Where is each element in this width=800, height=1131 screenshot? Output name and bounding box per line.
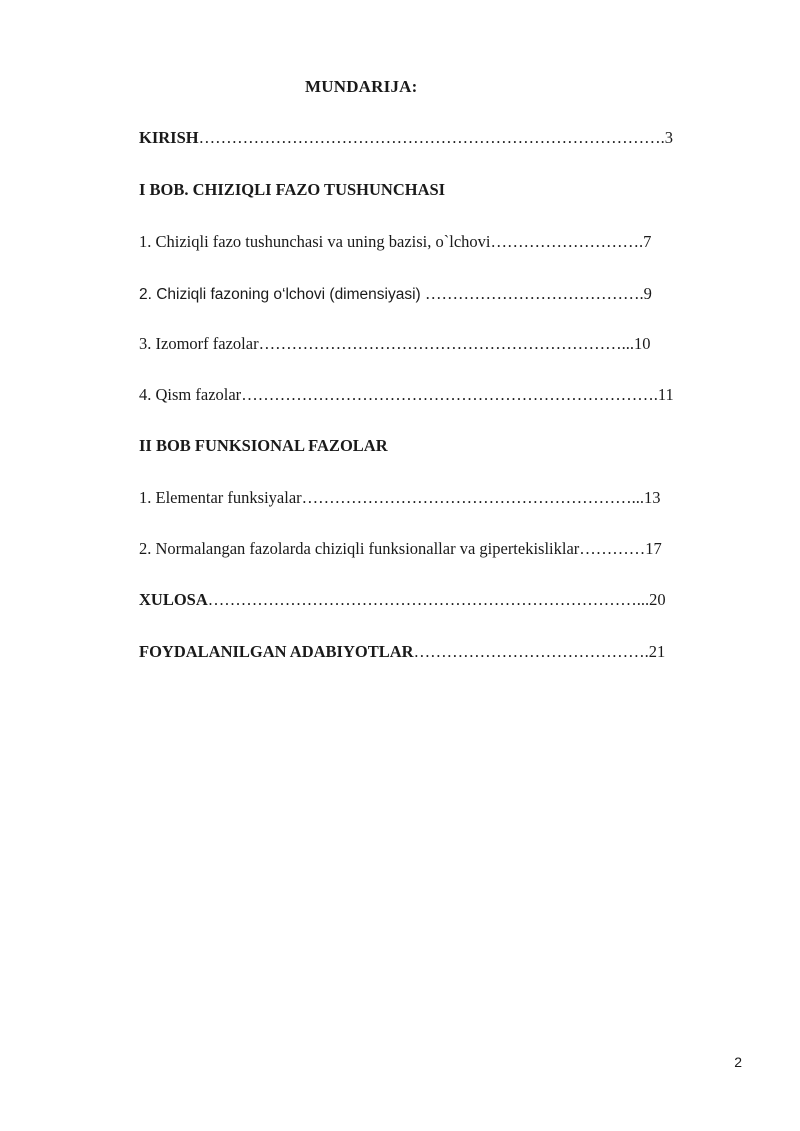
toc-entry-title: 3. Izomorf fazolar	[139, 334, 259, 353]
toc-entry-1-3	[139, 334, 650, 354]
toc-entry-1-2	[139, 284, 652, 304]
toc-entry-leader: ………………………………….9	[425, 284, 652, 303]
toc-entry-adabiyotlar	[139, 642, 665, 662]
toc-entry-2-1	[139, 488, 661, 508]
toc-heading: MUNDARIJA:	[305, 77, 418, 96]
toc-entry-title: 4. Qism fazolar	[139, 385, 242, 404]
toc-entry-title: XULOSA	[139, 590, 208, 609]
toc-entry-title: I BOB. CHIZIQLI FAZO TUSHUNCHASI	[139, 180, 446, 199]
toc-entry-leader: ………………………………………………………………….11	[241, 385, 674, 404]
toc-entry-xulosa	[139, 590, 666, 610]
toc-entry-leader: ………………………………………………………………………….3	[198, 128, 673, 147]
toc-entry-1-1	[139, 232, 651, 252]
toc-entry-title: KIRISH	[139, 128, 199, 147]
toc-entry-title: 2. Chiziqli fazoning o‘lchovi (dimensiyasi)	[139, 286, 426, 303]
toc-entry-leader: ……………………………………………………………………...20	[207, 590, 666, 609]
page-number: 2	[734, 1054, 742, 1070]
toc-entry-leader: ……………………….7	[490, 232, 652, 251]
toc-entry-leader: …………………………………………………………...10	[258, 334, 651, 353]
toc-entry-title: II BOB FUNKSIONAL FAZOLAR	[139, 436, 388, 455]
toc-entry-leader: …………17	[579, 539, 662, 558]
toc-entry-leader: ……………………………………………………...13	[301, 488, 661, 507]
toc-entry-kirish	[139, 128, 673, 148]
toc-entry-title: 1. Elementar funksiyalar	[139, 488, 302, 507]
toc-chapter-1	[139, 180, 445, 200]
toc-entry-leader: …………………………………….21	[413, 642, 666, 661]
toc-entry-title: 1. Chiziqli fazo tushunchasi va uning bazisi, o`lchovi	[139, 232, 491, 251]
toc-chapter-2	[139, 436, 388, 456]
toc-entry-title: FOYDALANILGAN ADABIYOTLAR	[139, 642, 414, 661]
toc-entry-title: 2. Normalangan fazolarda chiziqli funksionallar va gipertekisliklar	[139, 539, 580, 558]
toc-entry-1-4	[139, 385, 674, 405]
toc-entry-2-2	[139, 539, 662, 559]
